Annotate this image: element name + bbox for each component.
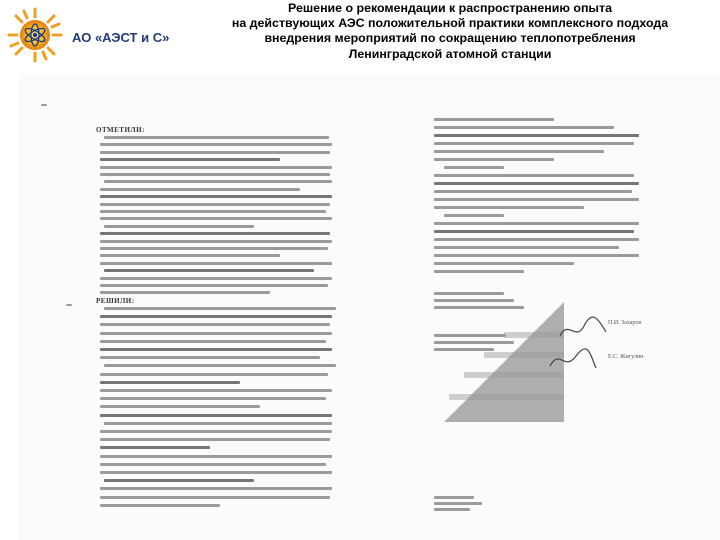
margin-mark [66,304,72,306]
scanned-text-line [434,222,639,225]
sun-atom-logo-icon [6,6,64,64]
margin-mark [41,104,47,106]
signatory-name: П.И. Захаров [608,320,642,326]
scanned-text-line [434,508,470,511]
scanned-text-line [100,340,326,343]
scanned-text-line [100,471,332,474]
scanned-text-line [104,136,329,139]
section-heading: ОТМЕТИЛИ: [96,126,145,134]
scanned-text-line [100,487,332,490]
scanned-text-line [100,173,330,176]
scanned-text-line [100,348,332,351]
scanned-text-line [100,356,320,359]
scanned-text-line [100,446,210,449]
scanned-text-line [100,315,332,318]
scanned-text-line [434,150,604,153]
scanned-text-line [104,479,254,482]
scanned-text-line [434,182,639,185]
scanned-text-line [434,230,634,233]
scanned-text-line [434,126,614,129]
scanned-text-line [100,430,332,433]
scanned-text-line [104,364,336,367]
title-line: Ленинградской атомной станции [348,46,552,61]
scanned-text-line [104,180,332,183]
scanned-text-line [434,246,619,249]
scanned-text-line [100,463,326,466]
scanned-text-line [100,414,332,417]
scanned-text-line [100,381,240,384]
company-name: АО «АЭСТ и С» [72,30,170,45]
scanned-document [18,74,720,540]
section-heading: РЕШИЛИ: [96,297,135,305]
scanned-text-line [100,405,260,408]
title-line: на действующих АЭС положительной практики комплексного подхода [231,16,669,31]
scanned-text-line [100,203,330,206]
scanned-text-line [100,232,330,235]
scanned-text-line [434,118,554,121]
scanned-text-line [434,270,524,273]
scanned-text-line [104,225,254,228]
title-line: внедрения мероприятий по сокращению теплопотребления [264,31,636,46]
scanned-text-line [100,217,332,220]
scanned-text-line [434,174,634,177]
scanned-text-line [100,291,270,294]
scanned-text-line [434,198,639,201]
signature-scribble [558,314,608,344]
scanned-text-line [100,247,328,250]
scanned-text-line [434,292,504,295]
slide-header [0,0,720,80]
left-page [38,84,368,534]
scanned-text-line [100,151,330,154]
scanned-text-line [444,166,504,169]
scanned-text-line [100,455,332,458]
scanned-text-line [100,240,332,243]
scanned-text-line [100,195,332,198]
scanned-text-line [434,134,639,137]
signatory-name: Е.С. Жигулин [608,354,644,360]
scanned-text-line [434,254,639,257]
scanned-text-line [434,206,584,209]
scanned-text-line [434,158,554,161]
scanned-text-line [100,166,332,169]
scanned-text-line [100,496,330,499]
scanned-text-line [104,422,332,425]
scanned-text-line [100,397,326,400]
scanned-text-line [434,496,474,499]
scanned-text-line [100,504,220,507]
scanned-text-line [100,188,300,191]
title-line: Решение о рекомендации к распространению опыта [288,1,612,15]
scanned-text-line [100,277,332,280]
scanned-text-line [434,502,482,505]
scanned-text-line [444,214,504,217]
scanned-text-line [434,142,634,145]
scanned-text-line [100,389,332,392]
scanned-text-line [100,143,332,146]
scanned-text-line [100,332,332,335]
scanned-text-line [434,190,632,193]
scanned-text-line [100,254,280,257]
scanned-text-line [434,262,574,265]
right-page [398,84,698,534]
scanned-text-line [434,238,639,241]
scanned-text-line [104,307,336,310]
scanned-text-line [100,210,326,213]
scanned-text-line [100,262,332,265]
scanned-text-line [100,284,328,287]
scanned-text-line [100,438,330,441]
scanned-text-line [100,373,328,376]
scanned-text-line [100,323,330,326]
scanned-text-line [104,269,314,272]
signature-scribble [548,346,598,376]
scanned-text-line [100,158,280,161]
page-title [200,1,700,62]
